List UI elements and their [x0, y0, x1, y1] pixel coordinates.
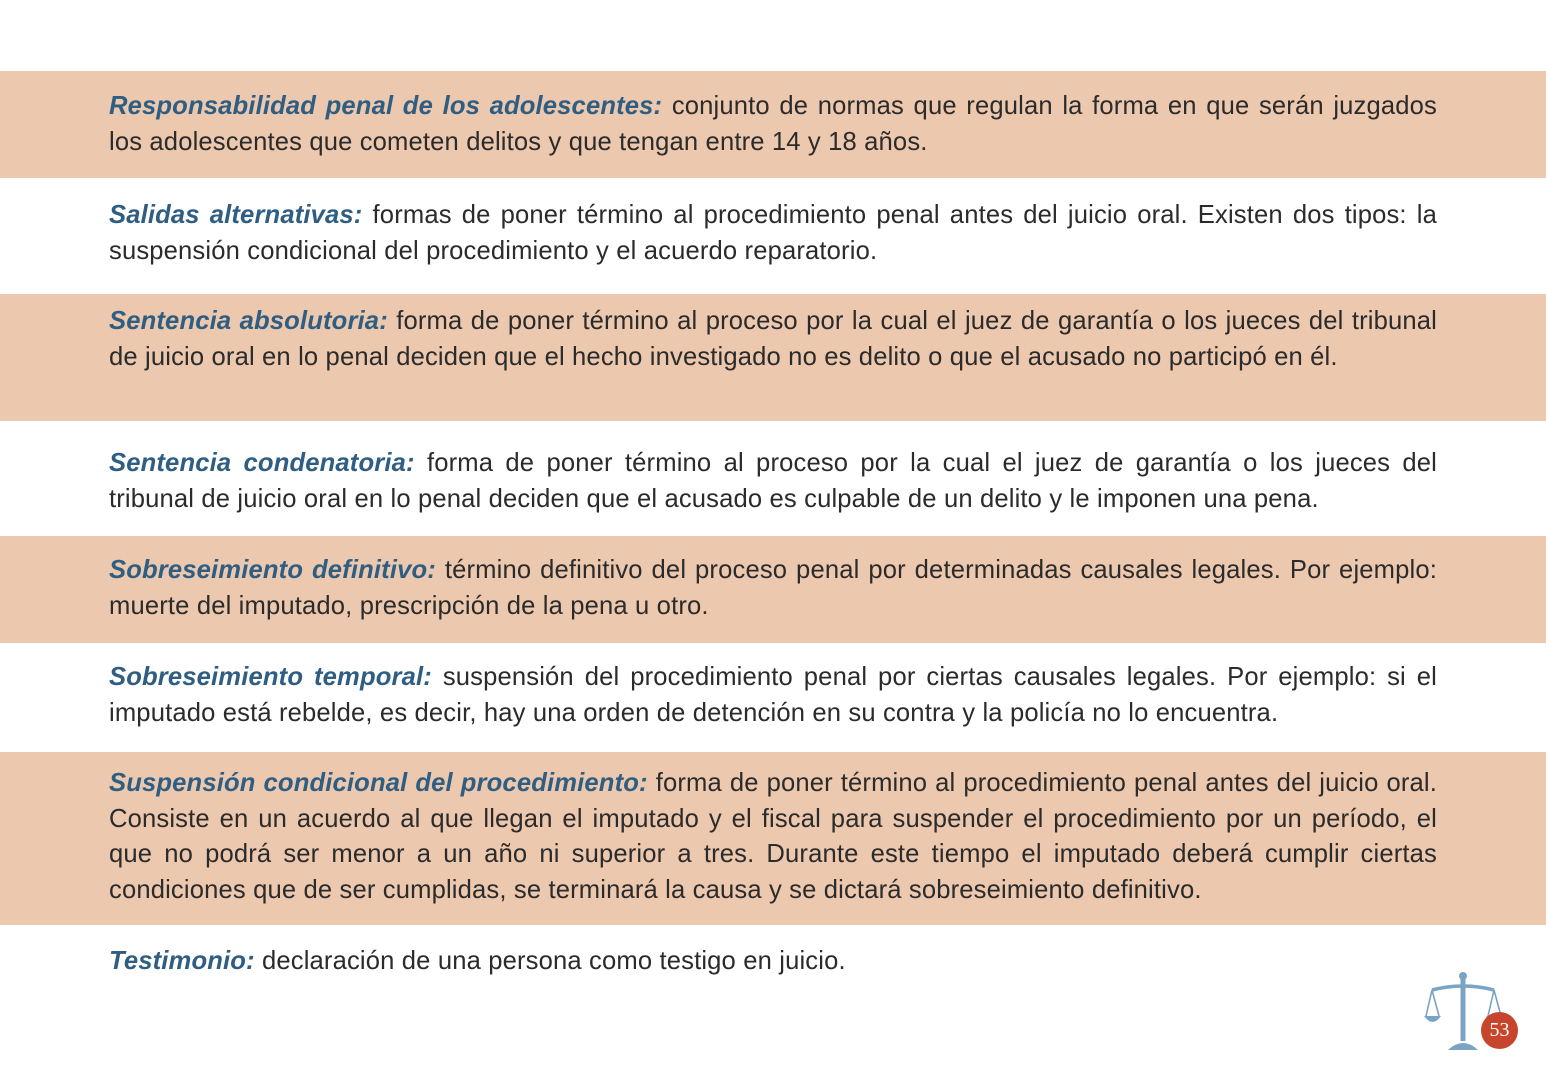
entry-text — [109, 294, 1437, 375]
entry-term: Sentencia absolutoria: — [109, 307, 388, 335]
glossary-entry-sentencia-absolutoria — [0, 294, 1546, 421]
entry-text — [109, 421, 1437, 517]
page-number-badge: 53 — [1481, 1012, 1518, 1049]
entry-definition: forma de poner término al procedimiento penal antes del juicio oral. Consiste en un acuerdo al que llegan el imputado y el fiscal para suspender el procedimiento por un período, el que no podrá ser menor a un año ni superior a tres. Durante este tiempo el imputado deberá cumplir ciertas condiciones que de ser cumplidas, se terminará la causa y se dictará sobreseimiento definitivo. — [109, 769, 1437, 905]
glossary-entry-sobreseimiento-definitivo — [0, 536, 1546, 643]
entry-term: Salidas alternativas: — [109, 201, 363, 229]
glossary-entry-suspension-condicional — [0, 752, 1546, 925]
entry-term: Sentencia condenatoria: — [109, 449, 415, 477]
entry-text — [109, 752, 1437, 909]
entry-term: Testimonio: — [109, 947, 255, 975]
entry-definition: forma de poner término al proceso por la cual el juez de garantía o los jueces del tribunal de juicio oral en lo penal deciden que el hecho investigado no es delito o que el acusado no participó en él. — [109, 307, 1437, 371]
entry-text — [109, 178, 1437, 269]
entry-definition: conjunto de normas que regulan la forma en que serán juzgados los adolescentes que cometen delitos y que tengan entre 14 y 18 años. — [109, 92, 1437, 156]
entry-term: Sobreseimiento temporal: — [109, 663, 432, 691]
entry-definition: forma de poner término al proceso por la cual el juez de garantía o los jueces del tribunal de juicio oral en lo penal deciden que el acusado es culpable de un delito y le imponen una pena. — [109, 449, 1437, 513]
glossary-entry-testimonio — [0, 925, 1546, 995]
entry-term: Suspensión condicional del procedimiento: — [109, 769, 648, 797]
entry-text — [109, 71, 1437, 160]
entry-term: Sobreseimiento definitivo: — [109, 556, 436, 584]
glossary-entry-responsabilidad-penal — [0, 71, 1546, 178]
glossary-entry-sobreseimiento-temporal — [0, 643, 1546, 752]
entry-text — [109, 643, 1437, 731]
entry-term: Responsabilidad penal de los adolescentes: — [109, 92, 663, 120]
glossary-entry-sentencia-condenatoria — [0, 421, 1546, 536]
glossary-entry-salidas-alternativas — [0, 178, 1546, 294]
entry-text — [109, 536, 1437, 624]
entry-definition: formas de poner término al procedimiento penal antes del juicio oral. Existen dos tipos: la suspensión condicional del procedimiento y el acuerdo reparatorio. — [109, 201, 1437, 265]
entry-definition: término definitivo del proceso penal por determinadas causales legales. Por ejemplo: muerte del imputado, prescripción de la pena u otro. — [109, 556, 1437, 620]
entry-text — [109, 925, 1437, 980]
entry-definition: suspensión del procedimiento penal por ciertas causales legales. Por ejemplo: si el imputado está rebelde, es decir, hay una orden de detención en su contra y la policía no lo encuentra. — [109, 663, 1437, 727]
entry-definition: declaración de una persona como testigo en juicio. — [254, 947, 846, 975]
